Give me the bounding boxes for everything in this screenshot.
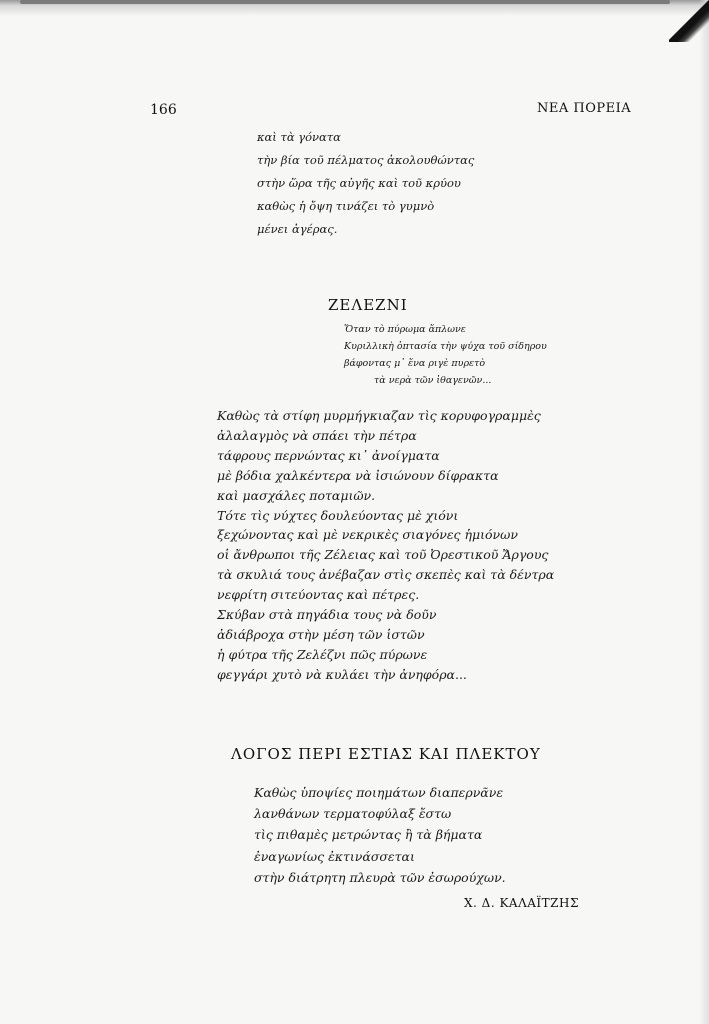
- poem-line: οἱ ἄνθρωποι τῆς Ζέλειας καὶ τοῦ Ὀρεστικοῦ Ἄργους: [217, 547, 549, 563]
- poem-line: καθὼς ἡ ὄψη τινάζει τὸ γυμνὸ: [257, 199, 435, 213]
- poem-line: μὲ βόδια χαλκέντερα νὰ ἰσιώνουν δίφρακτα: [217, 467, 499, 483]
- author-signature: Χ. Δ. ΚΑΛΑΪΤΖΗΣ: [464, 896, 579, 910]
- poem-line: τὶς πιθαμὲς μετρώντας ἢ τὰ βήματα: [254, 827, 483, 843]
- poem-line: Τότε τὶς νύχτες δουλεύοντας μὲ χιόνι: [217, 507, 459, 523]
- running-head: ΝΕΑ ΠΟΡΕΙΑ: [537, 101, 632, 116]
- epigraph-line: Ὅταν τὸ πύρωμα ἅπλωνε: [344, 324, 466, 335]
- poem-line: Καθὼς τὰ στίφη μυρμήγκιαζαν τὶς κορυφογραμμὲς: [217, 408, 541, 423]
- page-top-edge-shadow: [0, 0, 709, 16]
- corner-fold-mark: [669, 0, 709, 42]
- page-right-edge-shadow: [699, 0, 709, 1024]
- poem-line: Καθὼς ὑποψίες ποιημάτων διαπερνᾶνε: [254, 785, 504, 800]
- poem-line: ἀδιάβροχα στὴν μέση τῶν ἱστῶν: [217, 626, 425, 642]
- poem-line: τάφρους περνώντας κι᾽ ἀνοίγματα: [217, 447, 440, 463]
- poem-line: τὴν βία τοῦ πέλματος ἀκολουθώντας: [257, 153, 475, 167]
- page-number: 166: [150, 102, 177, 118]
- poem-line: καὶ τὰ γόνατα: [257, 130, 341, 144]
- epigraph-line: βάφοντας μ᾽ ἕνα ριγὲ πυρετὸ: [344, 358, 486, 369]
- poem-line: ἀλαλαγμὸς νὰ σπάει τὴν πέτρα: [217, 427, 417, 443]
- poem-line: στὴν ὥρα τῆς αὐγῆς καὶ τοῦ κρύου: [257, 176, 461, 190]
- poem-zelezni-body: [217, 406, 554, 685]
- poem-line: μένει ἀγέρας.: [257, 222, 338, 236]
- poem-title-zelezni: ΖΕΛΕΖΝΙ: [328, 296, 408, 314]
- poem-line: τὰ σκυλιά τους ἀνέβαζαν στὶς σκεπὲς καὶ τὰ δέντρα: [217, 567, 555, 583]
- poem-line: ἐναγωνίως ἐκτινάσσεται: [254, 848, 415, 864]
- poem-line: στὴν διάτρητη πλευρὰ τῶν ἐσωρούχων.: [254, 869, 506, 885]
- poem-line: φεγγάρι χυτὸ νὰ κυλάει τὴν ἀνηφόρα...: [217, 666, 467, 682]
- poem-line: λανθάνων τερματοφύλαξ ἔστω: [254, 806, 452, 822]
- poem-line: νεφρίτη σιτεύοντας καὶ πέτρες.: [217, 587, 420, 603]
- poem-line: Σκύβαν στὰ πηγάδια τους νὰ δοῦν: [217, 607, 437, 623]
- poem-line: ἡ φύτρα τῆς Ζελέζνι πῶς πύρωνε: [217, 646, 428, 662]
- epigraph-line: Κυριλλικὴ ὀπτασία τὴν ψύχα τοῦ σίδηρου: [344, 341, 547, 352]
- poem-line: ξεχώνοντας καὶ μὲ νεκρικὲς σιαγόνες ἡμιόνων: [217, 527, 518, 543]
- poem-line: καὶ μασχάλες ποταμιῶν.: [217, 487, 376, 503]
- poem-title-logos: ΛΟΓΟΣ ΠΕΡΙ ΕΣΤΙΑΣ ΚΑΙ ΠΛΕΚΤΟΥ: [231, 745, 541, 763]
- poem-logos-body: [254, 782, 506, 888]
- poem-continuation: [257, 126, 474, 241]
- epigraph: [344, 321, 547, 389]
- epigraph-line: τὰ νερὰ τῶν ἰθαγενῶν...: [374, 375, 492, 386]
